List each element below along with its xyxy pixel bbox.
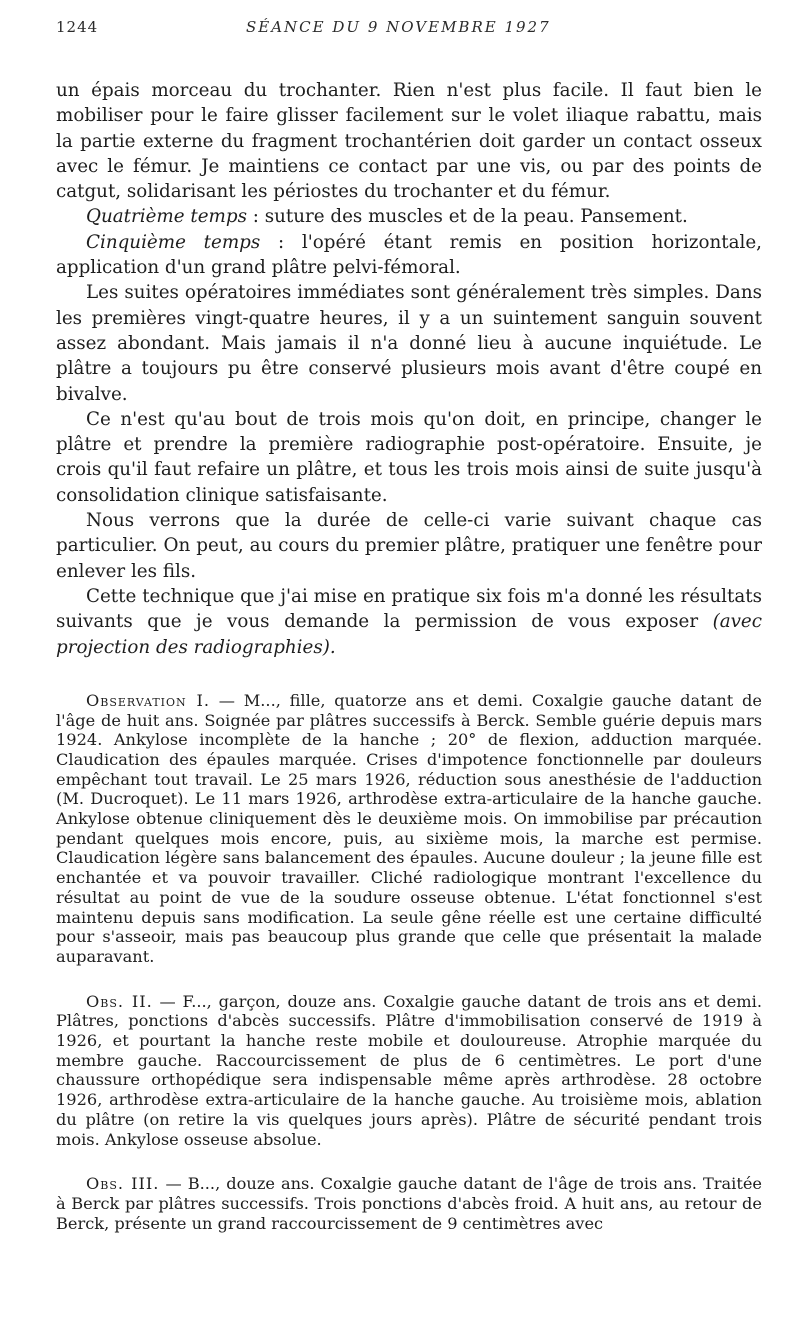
observation-text: — M..., fille, quatorze ans et demi. Coxalgie gauche datant de l'âge de huit ans. Soignée par plâtres successifs à Berck. Semble guérie depuis mars 1924. Ankylose incomplète de la hanche ; 20° de flexion, adduction marquée. Claudication des épaules marquée. Crises d'impotence fonctionnelle par douleurs empêchant tout travail. Le 25 mars 1926, réduction sous anesthésie de l'adduction (M. Ducroquet). Le 11 mars 1926, arthrodèse extra-articulaire de la hanche gauche. Ankylose obtenue cliniquement dès le deuxième mois. On immobilise par précaution pendant quelques mois encore, puis, au sixième mois, la marche est permise. Claudication légère sans balancement des épaules. Aucune douleur ; la jeune fille est enchantée et va pouvoir travailler. Cliché radiologique montrant l'excellence du résultat au point de vue de la soudure osseuse obtenue. L'état fonctionnel s'est maintenu depuis sans modification. La seule gêne réelle est une certaine difficulté pour s'asseoir, mais pas beaucoup plus grande que celle que présentait la malade auparavant. xyxy=(56,690,762,966)
paragraph xyxy=(56,230,762,281)
page-header xyxy=(56,18,762,46)
observation-1 xyxy=(56,691,762,967)
paragraph: Ce n'est qu'au bout de trois mois qu'on doit, en principe, changer le plâtre et prendre la première radiographie post-opératoire. Ensuite, je crois qu'il faut refaire un plâtre, et tous les trois mois ainsi de suite jusqu'à consolidation clinique satisfaisante. xyxy=(56,408,762,506)
observation-label: Obs. III. xyxy=(86,1174,160,1194)
paragraph: Les suites opératoires immédiates sont généralement très simples. Dans les premières vingt-quatre heures, il y a un suintement sanguin souvent assez abondant. Mais jamais il n'a donné lieu à aucune inquiétude. Le plâtre a toujours pu être conservé plusieurs mois avant d'être coupé en bivalve. xyxy=(56,282,762,405)
observation-label: Observation I. xyxy=(86,690,210,710)
paragraph-italic: (avec projection des radiographies). xyxy=(56,611,762,658)
step-label: Quatrième temps xyxy=(86,206,247,228)
step-text: : suture des muscles et de la peau. Pansement. xyxy=(246,206,688,228)
running-title: SÉANCE DU 9 NOVEMBRE 1927 xyxy=(246,18,551,36)
step-label: Cinquième temps xyxy=(86,231,261,253)
observation-2 xyxy=(56,992,762,1150)
main-text xyxy=(56,78,762,660)
paragraph: Nous verrons que la durée de celle-ci varie suivant chaque cas particulier. On peut, au cours du premier plâtre, pratiquer une fenêtre pour enlever les fils. xyxy=(56,510,762,582)
paragraph-text: Cette technique que j'ai mise en pratique six fois m'a donné les résultats suivants que je vous demande la permission de vous exposer xyxy=(56,585,762,633)
observation-text: — F..., garçon, douze ans. Coxalgie gauche datant de trois ans et demi. Plâtres, ponctions d'abcès successifs. Plâtre d'immobilisation conservé de 1919 à 1926, et pourtant la hanche reste mobile et douloureuse. Atrophie marquée du membre gauche. Raccourcissement de plus de 6 centimètres. Le port d'une chaussure orthopédique sera indispensable même après arthrodèse. 28 octobre 1926, arthrodèse extra-articulaire de la hanche gauche. Au troisième mois, ablation du plâtre (on retire la vis quelques jours après). Plâtre de sécurité pendant trois mois. Ankylose osseuse absolue. xyxy=(56,991,762,1149)
paragraph xyxy=(56,584,762,660)
observation-3 xyxy=(56,1174,762,1233)
observation-text: — B..., douze ans. Coxalgie gauche datant de l'âge de trois ans. Traitée à Berck par plâtres successifs. Trois ponctions d'abcès froid. A huit ans, au retour de Berck, présente un grand raccourcissement de 9 centimètres avec xyxy=(56,1174,762,1233)
paragraph xyxy=(56,204,762,229)
step-text: : l'opéré étant remis en position horizontale, application d'un grand plâtre pelvi-fémoral. xyxy=(56,231,762,279)
paragraph: un épais morceau du trochanter. Rien n'est plus facile. Il faut bien le mobiliser pour le faire glisser facilement sur le volet iliaque rabattu, mais la partie externe du fragment trochantérien doit garder un contact osseux avec le fémur. Je maintiens ce contact par une vis, ou par des points de catgut, solidarisant les périostes du trochanter et du fémur. xyxy=(56,80,762,203)
observation-label: Obs. II. xyxy=(86,991,153,1011)
document-page xyxy=(56,18,762,1233)
page-number: 1244 xyxy=(56,18,99,36)
